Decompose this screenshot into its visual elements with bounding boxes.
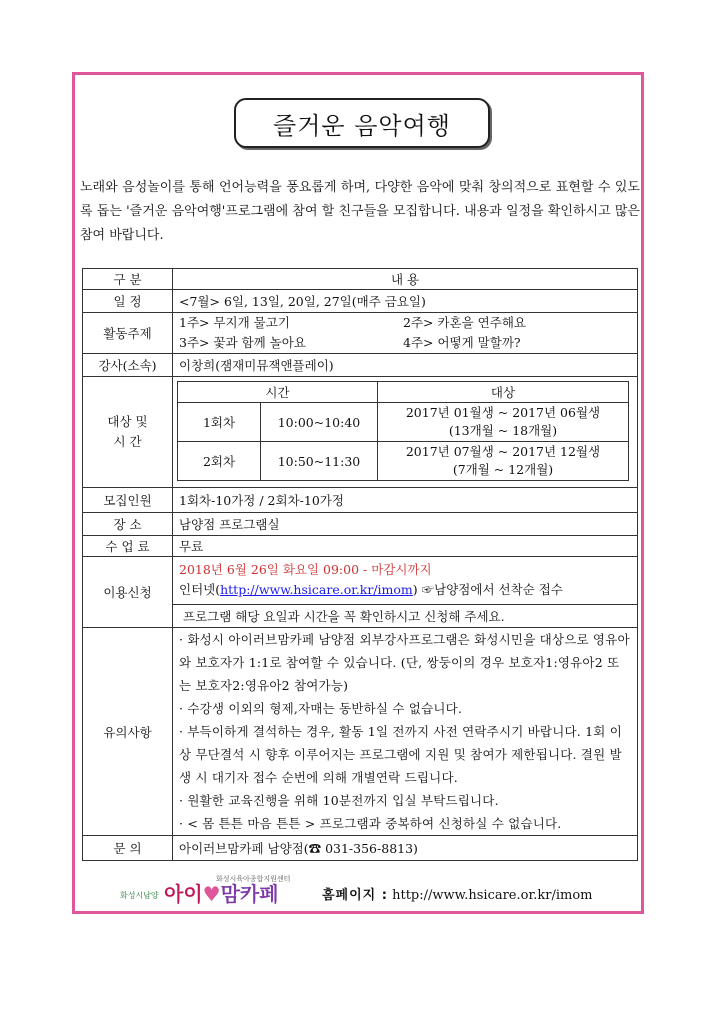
contact-value: 아이러브맘카페 남양점(☎ 031-356-8813) [173,836,638,861]
instructor-value: 이창희(잼재미뮤잭앤플레이) [173,354,638,377]
apply-date: 2018년 6월 26일 화요일 09:00 - 마감시까지 [179,562,432,578]
session-2-time: 10:50~11:30 [261,442,378,481]
session-1-time: 10:00~10:40 [261,403,378,442]
session-1-label: 1회차 [178,403,261,442]
table-header-row [83,269,638,290]
fee-row [83,536,638,557]
note-item: · 부득이하게 결석하는 경우, 활동 1일 전까지 사전 연락주시기 바랍니다. 1회 이상 무단결석 시 향후 이루어지는 프로그램에 지원 및 참여가 제한됩니다. 결원 발생 시 대기자 접수 순번에 의해 개별연락 드립니다. [179,724,622,785]
logo-main-text [164,878,279,907]
sub-header-target: 대상 [378,382,629,403]
note-item: · 원활한 교육진행을 위해 10분전까지 입실 부탁드립니다. [179,793,499,808]
page-title: 즐거운 음악여행 [234,98,490,148]
topic-week-1: 1주> 무지개 물고기 [179,315,290,330]
session-1-target [378,403,629,442]
session-row-1 [178,403,629,442]
session-2-birth-range: 2017년 07월생 ~ 2017년 12월생 [405,444,601,459]
footer [120,876,600,906]
note-item: · 화성시 아이러브맘카페 남양점 외부강사프로그램은 화성시민을 대상으로 영유아와 보호자가 1:1로 참여할 수 있습니다. (단, 쌍둥이의 경우 보호자1:영유아2 또는 보호자2:영유아2 참여가능) [179,632,630,693]
note-item: · 수강생 이외의 형제,자매는 동반하실 수 없습니다. [179,701,463,716]
fee-value: 무료 [173,536,638,557]
note-item: · < 몸 튼튼 마음 튼튼 > 프로그램과 중복하여 신청하실 수 없습니다. [179,816,562,831]
schedule-label: 일 정 [83,290,173,313]
sub-header-time: 시간 [178,382,378,403]
homepage-url[interactable]: http://www.hsicare.or.kr/imom [392,888,593,903]
recruit-row [83,488,638,513]
logo-main-part-2: 맘카페 [220,882,279,906]
place-row [83,513,638,536]
homepage-label: 홈페이지 : [322,888,388,903]
notes-label: 유의사항 [83,628,173,836]
fee-label: 수 업 료 [83,536,173,557]
notes-row [83,628,638,836]
header-content: 내 용 [173,269,638,290]
recruit-value: 1회차-10가정 / 2회차-10가정 [173,488,638,513]
place-label: 장 소 [83,513,173,536]
heart-icon: ♥ [202,882,221,906]
contact-row [83,836,638,861]
program-info-table [82,268,638,861]
notes-value [173,628,638,836]
topic-week-3: 3주> 꽃과 함께 놀아요 [179,335,306,350]
place-value: 남양점 프로그램실 [173,513,638,536]
apply-link[interactable]: http://www.hsicare.or.kr/imom [220,582,413,598]
logo-main-part-1: 아이 [164,882,203,906]
sub-header-row [178,382,629,403]
topic-week-2: 2주> 카혼을 연주해요 [403,315,526,330]
apply-method-prefix: 인터넷( [179,582,221,598]
apply-label: 이용신청 [83,557,173,628]
target-value [173,377,638,488]
topic-row [83,313,638,354]
apply-method-suffix: ) ☞남양점에서 선착순 접수 [412,582,563,598]
topic-label: 활동주제 [83,313,173,354]
apply-row [83,557,638,605]
instructor-row [83,354,638,377]
target-row [83,377,638,488]
header-category: 구 분 [83,269,173,290]
recruit-label: 모집인원 [83,488,173,513]
apply-value [173,557,638,605]
apply-method [179,580,631,600]
instructor-label: 강사(소속) [83,354,173,377]
intro-paragraph: 노래와 음성놀이를 통해 언어능력을 풍요롭게 하며, 다양한 음악에 맞춰 창의적으로 표현할 수 있도록 돕는 '즐거운 음악여행'프로그램에 참여 할 친구들을 모집합니다. 내용과 일정을 확인하시고 많은 참여 바랍니다. [80,180,640,243]
target-label: 대상 및 시 간 [83,377,173,488]
apply-note: 프로그램 해당 요일과 시간을 꼭 확인하시고 신청해 주세요. [173,604,638,627]
session-1-birth-range: 2017년 01월생 ~ 2017년 06월생 [405,405,601,420]
topic-week-4: 4주> 어떻게 말할까? [403,335,521,350]
logo-region-text: 화성시남양 [120,891,159,900]
session-1-age-range: (13개월 ~ 18개월) [448,423,558,438]
topic-value [173,313,638,354]
session-2-label: 2회차 [178,442,261,481]
schedule-value: <7월> 6일, 13일, 20일, 27일(매주 금요일) [173,290,638,313]
contact-label: 문 의 [83,836,173,861]
session-2-age-range: (7개월 ~ 12개월) [452,462,554,477]
schedule-row [83,290,638,313]
session-row-2 [178,442,629,481]
target-sub-table [177,381,629,481]
logo-center-text: 화성시육아종합지원센터 [216,875,291,883]
homepage-line [322,884,593,903]
session-2-target [378,442,629,481]
